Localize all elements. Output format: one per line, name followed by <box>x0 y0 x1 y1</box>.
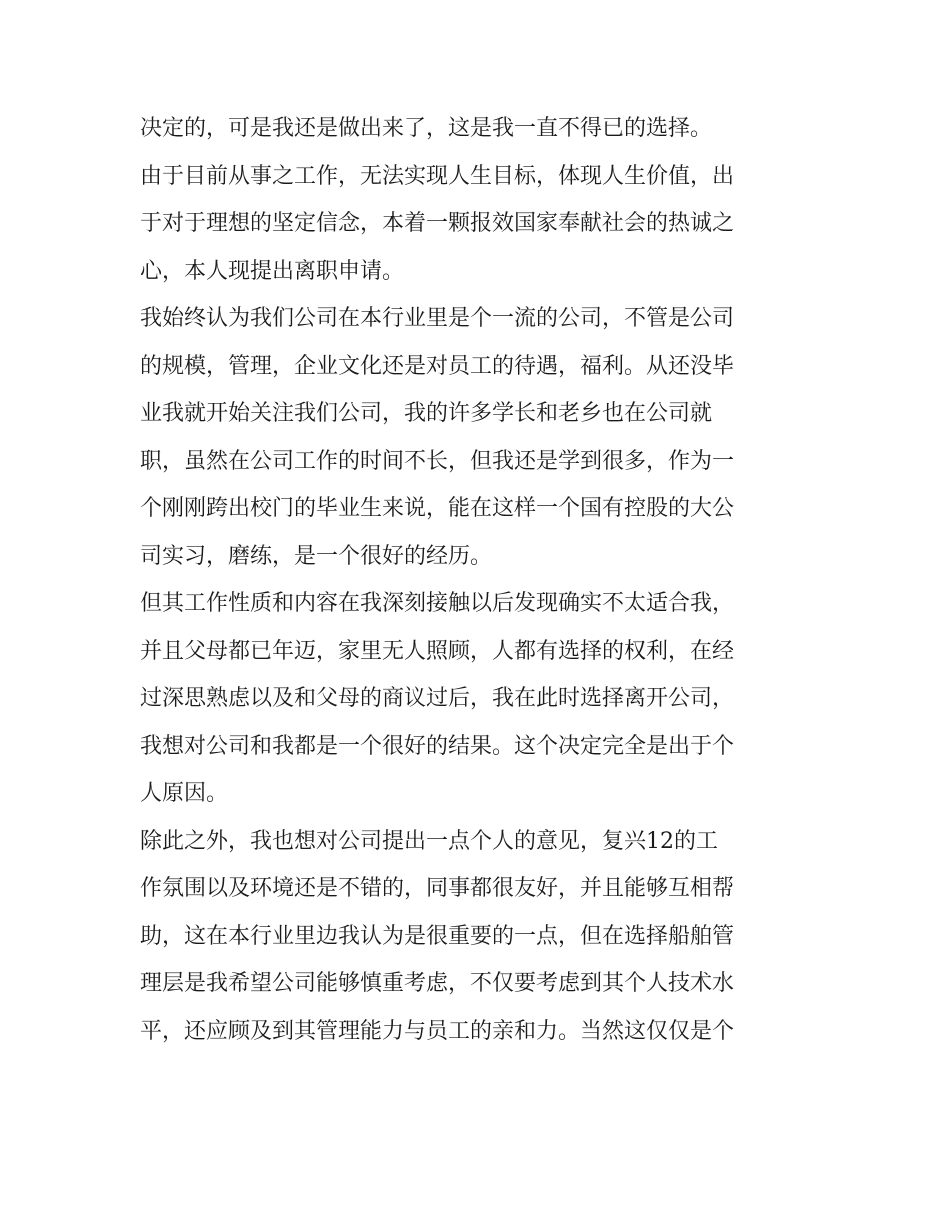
text-line: 个刚刚跨出校门的毕业生来说，能在这样一个国有控股的大公 <box>140 496 735 521</box>
text-line: 平，还应顾及到其管理能力与员工的亲和力。当然这仅仅是个 <box>140 1018 735 1044</box>
text-line: 业我就开始关注我们公司，我的许多学长和老乡也在公司就 <box>140 401 713 426</box>
text-line: 职，虽然在公司工作的时间不长，但我还是学到很多，作为一 <box>140 448 735 474</box>
text-line: 我想对公司和我都是一个很好的结果。这个决定完全是出于个 <box>140 733 735 759</box>
text-line: 司实习，磨练，是一个很好的经历。 <box>140 543 493 569</box>
text-line: 助，这在本行业里边我认为是很重要的一点，但在选择船舶管 <box>140 923 735 949</box>
text-line: 过深思熟虑以及和父母的商议过后，我在此时选择离开公司， <box>140 686 735 711</box>
text-line: 我始终认为我们公司在本行业里是个一流的公司，不管是公司 <box>140 306 735 331</box>
text-line: 的规模，管理，企业文化还是对员工的待遇，福利。从还没毕 <box>140 353 735 379</box>
text-line: 理层是我希望公司能够慎重考虑，不仅要考虑到其个人技术水 <box>140 971 735 996</box>
text-line: 人原因。 <box>140 781 229 806</box>
body-text <box>140 105 820 1055</box>
text-line: 并且父母都已年迈，家里无人照顾，人都有选择的权利，在经 <box>140 638 735 664</box>
text-line: 心，本人现提出离职申请。 <box>140 258 405 284</box>
text-line: 作氛围以及环境还是不错的，同事都很友好，并且能够互相帮 <box>140 876 735 901</box>
text-line: 决定的，可是我还是做出来了，这是我一直不得已的选择。 <box>140 116 713 141</box>
text-line: 除此之外，我也想对公司提出一点个人的意见，复兴12的工 <box>140 828 718 854</box>
text-line: 但其工作性质和内容在我深刻接触以后发现确实不太适合我， <box>140 591 735 616</box>
text-line: 由于目前从事之工作，无法实现人生目标，体现人生价值，出 <box>140 163 735 189</box>
text-line: 于对于理想的坚定信念，本着一颗报效国家奉献社会的热诚之 <box>140 211 735 236</box>
